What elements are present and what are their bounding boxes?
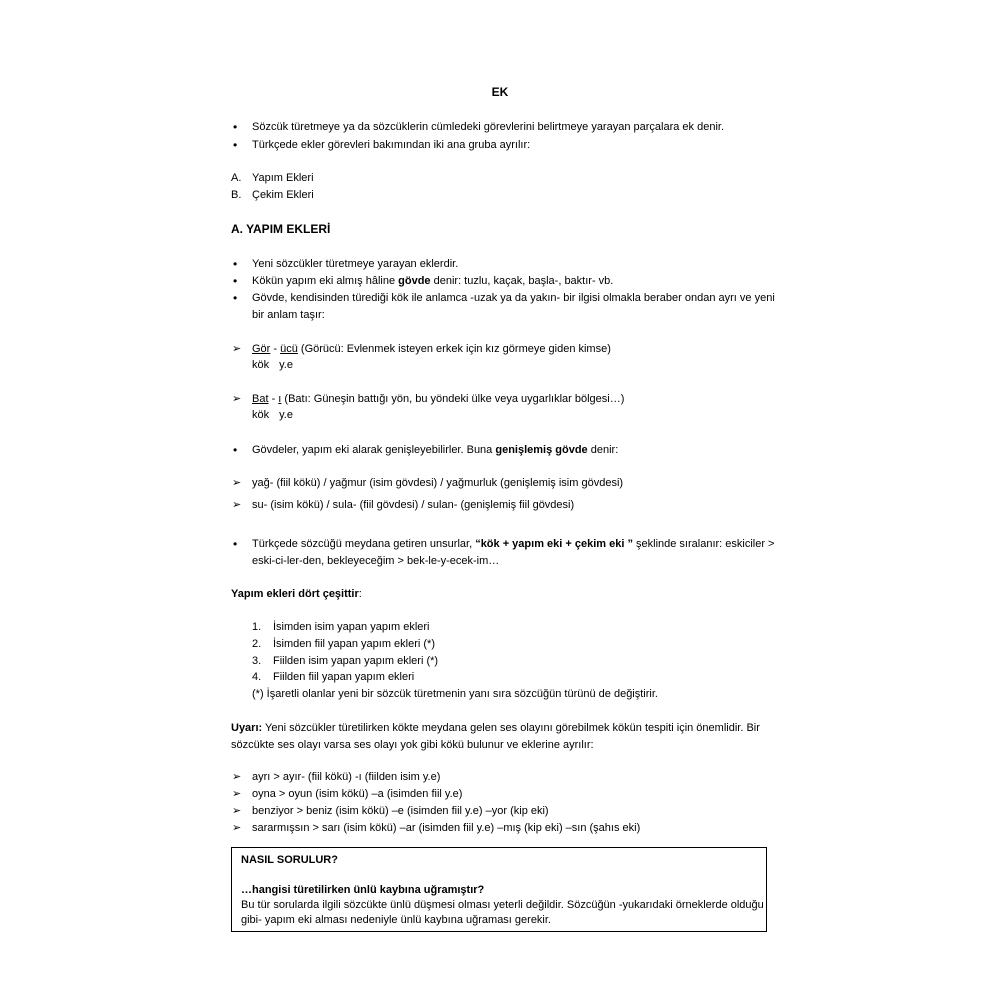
sound-example: sararmışsın > sarı (isim kökü) –ar (isimden fiil y.e) –mış (kip eki) –sın (şahıs eki)	[252, 822, 641, 834]
bullet-icon: •	[233, 291, 238, 305]
bullet-icon: •	[233, 443, 238, 457]
bullet-icon: •	[233, 138, 238, 152]
arrow-bullet-icon: ➢	[232, 343, 242, 355]
group-label: Yapım Ekleri	[252, 172, 314, 184]
section-bullet: Gövde, kendisinden türediği kök ile anlamca -uzak ya da yakın- bir ilgisi olmakla beraber ondan ayrı ve yeni	[252, 292, 775, 304]
types-item: İsimden isim yapan yapım ekleri	[273, 621, 430, 633]
sound-example: oyna > oyun (isim kökü) –a (isimden fiil y.e)	[252, 788, 463, 800]
types-number: 2.	[252, 638, 262, 650]
sound-example: ayrı > ayır- (fiil kökü) -ı (fiilden isim y.e)	[252, 771, 441, 783]
arrow-bullet-icon: ➢	[232, 393, 242, 405]
types-number: 3.	[252, 655, 262, 667]
word-structure-bullet: Türkçede sözcüğü meydana getiren unsurlar, “kök + yapım eki + çekim eki ” şeklinde sıralanır: eskiciler >	[252, 538, 775, 550]
page-title: EK	[491, 85, 509, 99]
intro-bullet: Sözcük türetmeye ya da sözcüklerin cümledeki görevlerini belirtmeye yarayan parçalara ek denir.	[252, 121, 725, 133]
root-example-labels: kök y.e	[252, 359, 293, 371]
bullet-icon: •	[233, 537, 238, 551]
arrow-bullet-icon: ➢	[232, 477, 242, 489]
section-bullet: Yeni sözcükler türetmeye yarayan eklerdir.	[252, 258, 459, 270]
box-title: NASIL SORULUR?	[241, 854, 338, 866]
types-number: 1.	[252, 621, 262, 633]
types-item: Fiilden isim yapan yapım ekleri (*)	[273, 655, 439, 667]
warning-paragraph: Uyarı: Yeni sözcükler türetilirken kökte meydana gelen ses olayını görebilmek kökün tespiti için önemlidir. Bir	[231, 722, 760, 734]
arrow-bullet-icon: ➢	[232, 805, 242, 817]
extended-example: su- (isim kökü) / sula- (fiil gövdesi) / sulan- (genişlemiş fiil gövdesi)	[252, 499, 575, 511]
root-example: Gör - ücü (Görücü: Evlenmek isteyen erkek için kız görmeye giden kimse)	[252, 343, 611, 355]
warning-paragraph-continuation: sözcükte ses olayı varsa ses olayı yok gibi kökü bulunur ve eklerine ayrılır:	[231, 739, 594, 751]
box-text: gibi- yapım eki alması nedeniyle ünlü kaybına uğraması gerekir.	[241, 914, 551, 926]
types-item: İsimden fiil yapan yapım ekleri (*)	[273, 638, 436, 650]
section-bullet: Kökün yapım eki almış hâline gövde denir: tuzlu, kaçak, başla-, baktır- vb.	[252, 275, 614, 287]
bullet-icon: •	[233, 257, 238, 271]
arrow-bullet-icon: ➢	[232, 499, 242, 511]
types-item: Fiilden fiil yapan yapım ekleri	[273, 671, 415, 683]
types-note: (*) İşaretli olanlar yeni bir sözcük türetmenin yanı sıra sözcüğün türünü de değiştirir.	[252, 688, 658, 700]
how-asked-box	[231, 847, 767, 932]
types-heading: Yapım ekleri dört çeşittir:	[231, 588, 362, 600]
box-text: Bu tür sorularda ilgili sözcükte ünlü düşmesi olması yeterli değildir. Sözcüğün -yukarıdaki örneklerde olduğu	[241, 899, 764, 911]
group-label: Çekim Ekleri	[252, 189, 314, 201]
arrow-bullet-icon: ➢	[232, 771, 242, 783]
group-marker: B.	[231, 189, 242, 201]
root-example-labels: kök y.e	[252, 409, 293, 421]
extended-stem-bullet: Gövdeler, yapım eki alarak genişleyebilirler. Buna genişlemiş gövde denir:	[252, 444, 619, 456]
arrow-bullet-icon: ➢	[232, 788, 242, 800]
section-heading: A. YAPIM EKLERİ	[231, 222, 331, 236]
root-example: Bat - ı (Batı: Güneşin battığı yön, bu yöndeki ülke veya uygarlıklar bölgesi…)	[252, 393, 625, 405]
group-marker: A.	[231, 172, 242, 184]
word-structure-continuation: eski-ci-ler-den, bekleyeceğim > bek-le-y-ecek-im…	[252, 555, 500, 567]
intro-bullet: Türkçede ekler görevleri bakımından iki ana gruba ayrılır:	[252, 139, 531, 151]
types-number: 4.	[252, 671, 262, 683]
bullet-icon: •	[233, 274, 238, 288]
box-question: …hangisi türetilirken ünlü kaybına uğramıştır?	[241, 884, 485, 896]
bullet-icon: •	[233, 120, 238, 134]
extended-example: yağ- (fiil kökü) / yağmur (isim gövdesi) / yağmurluk (genişlemiş isim gövdesi)	[252, 477, 624, 489]
section-bullet-continuation: bir anlam taşır:	[252, 309, 325, 321]
arrow-bullet-icon: ➢	[232, 822, 242, 834]
sound-example: benziyor > beniz (isim kökü) –e (isimden fiil y.e) –yor (kip eki)	[252, 805, 549, 817]
